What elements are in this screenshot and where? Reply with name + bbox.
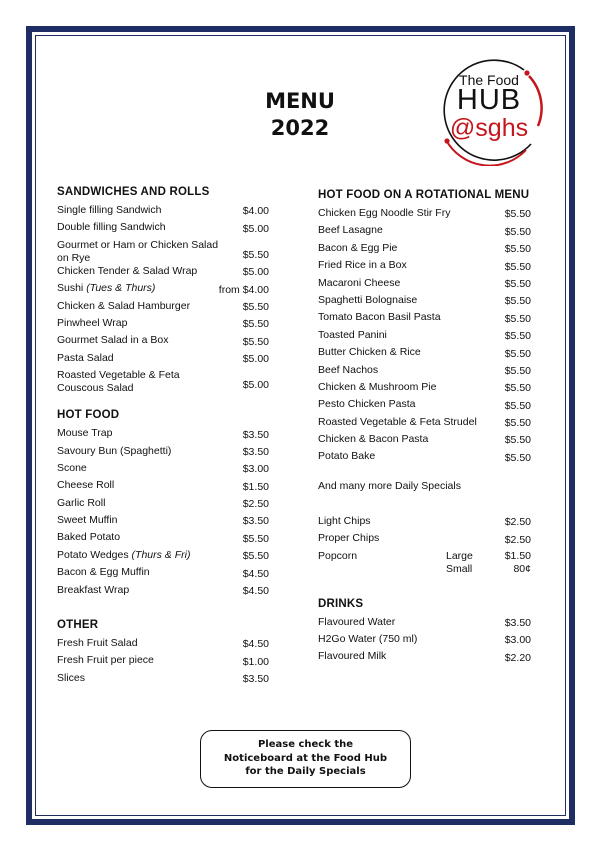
menu-item-name-text: Bacon & Egg Muffin <box>57 566 150 579</box>
menu-item-price: $2.50 <box>242 498 269 511</box>
menu-item <box>57 282 269 299</box>
menu-item-name <box>318 346 531 359</box>
menu-item-name-text: Light Chips <box>318 514 371 527</box>
menu-item <box>318 381 531 398</box>
menu-item-name <box>57 445 269 458</box>
menu-item-name-text: Sushi <box>57 282 84 295</box>
menu-item <box>318 346 531 363</box>
menu-item-note: (Tues & Thurs) <box>86 282 156 295</box>
menu-item-name-text: Toasted Panini <box>318 328 387 341</box>
menu-item-name <box>318 311 531 324</box>
notice-line-2: Noticeboard at the Food Hub <box>223 752 388 764</box>
menu-item-name <box>57 654 269 667</box>
popcorn-small-price: 80¢ <box>513 562 531 575</box>
menu-item <box>57 239 269 265</box>
menu-item-name <box>318 433 531 446</box>
menu-item-name <box>57 221 269 234</box>
menu-item <box>57 352 269 369</box>
popcorn-small-label: Small <box>446 562 473 575</box>
notice-line-3: for the Daily Specials <box>245 766 366 777</box>
menu-item-name <box>318 650 531 663</box>
menu-item <box>318 515 531 532</box>
menu-item-price: $3.00 <box>242 463 269 476</box>
menu-item-name-text: Cheese Roll <box>57 479 115 492</box>
section-heading-hot-food: HOT FOOD <box>57 409 120 422</box>
hot-food-list <box>57 427 269 601</box>
menu-item <box>318 433 531 450</box>
logo-line-3: @sghs <box>449 114 529 142</box>
menu-item-price: $5.50 <box>504 225 531 238</box>
menu-item-name-text: Fresh Fruit per piece <box>57 654 154 667</box>
menu-item-name-text: Fresh Fruit Salad <box>57 637 138 650</box>
menu-item-name-text: Flavoured Water <box>318 615 396 628</box>
menu-item-price: $2.20 <box>504 651 531 664</box>
menu-item-name-text: H2Go Water (750 ml) <box>318 633 418 646</box>
menu-item-price: $5.50 <box>242 532 269 545</box>
menu-item-name-text: Pesto Chicken Pasta <box>318 398 416 411</box>
menu-item-name-text: Macaroni Cheese <box>318 276 401 289</box>
menu-item-name <box>318 294 531 307</box>
section-heading-sandwiches: SANDWICHES AND ROLLS <box>57 186 210 198</box>
menu-item-price: $5.50 <box>504 312 531 325</box>
logo-line-1: The Food <box>459 72 519 88</box>
menu-item-name <box>318 277 531 290</box>
menu-item-name <box>318 364 531 377</box>
menu-item-name <box>318 398 531 411</box>
sandwiches-list <box>57 204 269 395</box>
menu-item <box>57 672 269 689</box>
menu-item-price: $5.50 <box>504 347 531 360</box>
menu-item-note: (Thurs & Fri) <box>131 548 191 561</box>
menu-item <box>318 259 531 276</box>
menu-item-name-text: Potato Bake <box>318 450 376 463</box>
popcorn-row <box>318 550 531 578</box>
menu-item-name <box>57 549 269 562</box>
menu-item-name-text: Slices <box>57 671 86 684</box>
menu-item-name-text: Scone <box>57 461 87 474</box>
menu-item-name-text: Single filling Sandwich <box>57 204 162 216</box>
menu-item-name-text: Beef Nachos <box>318 363 379 376</box>
menu-item-name-text: Pinwheel Wrap <box>57 316 128 329</box>
menu-item <box>318 224 531 241</box>
menu-item-price: $5.50 <box>504 295 531 308</box>
menu-item <box>318 633 531 650</box>
menu-item-price: $5.50 <box>504 399 531 412</box>
menu-item-name-text: Chicken & Mushroom Pie <box>318 380 437 393</box>
menu-item-name-text: Roasted Vegetable & Feta Couscous Salad <box>57 369 180 395</box>
section-heading-rotational: HOT FOOD ON A ROTATIONAL MENU <box>318 189 530 201</box>
menu-item-name-text: Breakfast Wrap <box>57 583 130 596</box>
menu-item <box>57 221 269 238</box>
menu-item-name <box>57 497 269 510</box>
menu-item-name-text: Roasted Vegetable & Feta Strudel <box>318 415 477 428</box>
menu-item-price: $5.50 <box>242 248 269 261</box>
rotational-list <box>318 207 531 468</box>
menu-item-name <box>57 204 269 217</box>
menu-item-name <box>318 616 531 629</box>
notice-line-1: Please check the <box>257 739 354 750</box>
menu-item-price: $4.50 <box>242 638 269 651</box>
menu-item-name-text: Fried Rice in a Box <box>318 259 407 272</box>
menu-item-price: $5.50 <box>242 335 269 348</box>
menu-item-name <box>57 637 269 650</box>
menu-item-name-text: Tomato Bacon Basil Pasta <box>318 311 441 324</box>
menu-item <box>318 329 531 346</box>
menu-item <box>318 416 531 433</box>
logo-line-2: HUB <box>456 84 522 116</box>
menu-item-price: $5.50 <box>242 550 269 563</box>
menu-item-price: $3.50 <box>242 673 269 686</box>
menu-item-name-text: Double filling Sandwich <box>57 221 166 234</box>
drinks-list <box>318 616 531 668</box>
menu-item <box>57 549 269 566</box>
menu-item-name <box>318 515 531 528</box>
menu-item-price: $5.50 <box>504 364 531 377</box>
menu-item-price: $2.50 <box>504 533 531 546</box>
menu-item <box>57 317 269 334</box>
menu-item-name <box>318 242 531 255</box>
menu-item <box>57 334 269 351</box>
menu-item-price: from $4.00 <box>218 283 269 296</box>
menu-item <box>57 497 269 514</box>
menu-item-name <box>57 514 269 527</box>
menu-item <box>57 584 269 601</box>
menu-item-price: $5.50 <box>504 208 531 221</box>
menu-item-price: $5.50 <box>504 330 531 343</box>
menu-item-price: $4.50 <box>242 567 269 580</box>
menu-item-price: $2.50 <box>504 516 531 529</box>
menu-item-name <box>57 566 269 579</box>
left-column <box>57 186 269 689</box>
popcorn-large-price: $1.50 <box>504 549 531 562</box>
menu-item-name <box>57 352 269 365</box>
menu-item-name-text: Potato Wedges <box>57 548 129 561</box>
menu-item-name-text: Proper Chips <box>318 532 380 545</box>
popcorn-large-label: Large <box>446 549 473 562</box>
menu-item-name <box>57 479 269 492</box>
menu-item-price: $5.50 <box>504 382 531 395</box>
menu-item <box>57 204 269 221</box>
menu-item-name <box>318 532 531 545</box>
menu-item <box>57 479 269 496</box>
menu-item-name-text: Chicken & Salad Hamburger <box>57 299 191 312</box>
menu-item-name-text: Gourmet Salad in a Box <box>57 334 169 347</box>
menu-item-name-text: Bacon & Egg Pie <box>318 241 398 254</box>
menu-item <box>318 650 531 667</box>
noticeboard-box <box>200 730 411 788</box>
menu-item <box>57 369 269 395</box>
menu-item <box>57 531 269 548</box>
menu-item-name <box>318 450 531 463</box>
menu-item-name <box>57 334 269 347</box>
menu-item-price: $5.50 <box>504 277 531 290</box>
food-hub-logo <box>428 56 550 166</box>
menu-item <box>318 450 531 467</box>
popcorn-label: Popcorn <box>318 549 358 562</box>
menu-item-price: $5.50 <box>504 434 531 447</box>
menu-item-name-text: Gourmet or Ham or Chicken Salad on Rye <box>57 238 219 264</box>
menu-item-name-text: Pasta Salad <box>57 351 114 364</box>
menu-item <box>57 637 269 654</box>
right-column <box>318 186 531 668</box>
menu-item-price: $5.50 <box>504 451 531 464</box>
menu-item <box>57 265 269 282</box>
menu-item-name <box>57 584 269 597</box>
menu-item <box>318 616 531 633</box>
menu-item-price: $3.50 <box>242 515 269 528</box>
menu-item-price: $5.50 <box>242 318 269 331</box>
menu-title <box>240 88 360 142</box>
menu-item <box>57 427 269 444</box>
menu-item-price: $3.50 <box>242 445 269 458</box>
menu-item-name-text: Chicken Egg Noodle Stir Fry <box>318 207 451 219</box>
menu-item-name <box>318 381 531 394</box>
menu-item-name-text: Savoury Bun (Spaghetti) <box>57 444 172 457</box>
menu-item-price: $4.50 <box>242 585 269 598</box>
daily-specials-note: And many more Daily Specials <box>318 479 461 492</box>
menu-item <box>318 294 531 311</box>
menu-item-name <box>57 672 269 685</box>
menu-item-price: $4.00 <box>242 205 269 218</box>
menu-item <box>57 514 269 531</box>
snacks-list <box>318 515 531 550</box>
menu-item-name <box>318 224 531 237</box>
menu-item <box>57 300 269 317</box>
menu-item-price: $1.50 <box>242 480 269 493</box>
menu-item-name <box>57 300 269 313</box>
menu-item-name <box>318 259 531 272</box>
menu-item-name-text: Baked Potato <box>57 531 121 544</box>
menu-item-name-text: Mouse Trap <box>57 427 113 440</box>
menu-title-line: MENU <box>265 89 335 113</box>
menu-item-price: $3.50 <box>504 617 531 630</box>
menu-item <box>57 462 269 479</box>
menu-item <box>318 207 531 224</box>
menu-item-price: $5.50 <box>242 300 269 313</box>
menu-item-price: $5.00 <box>242 222 269 235</box>
menu-item-price: $5.00 <box>242 266 269 279</box>
section-heading-drinks: DRINKS <box>318 597 364 610</box>
menu-item-price: $5.00 <box>242 379 269 392</box>
menu-item-price: $3.50 <box>242 428 269 441</box>
menu-item-name-text: Butter Chicken & Rice <box>318 346 421 359</box>
menu-item-price: $3.00 <box>504 634 531 647</box>
menu-item-price: $1.00 <box>242 655 269 668</box>
menu-item-name-text: Chicken Tender & Salad Wrap <box>57 264 198 277</box>
menu-item-name <box>57 369 269 395</box>
menu-item <box>57 654 269 671</box>
menu-item-name <box>57 462 269 475</box>
menu-item-price: $5.50 <box>504 417 531 430</box>
menu-item-name-text: Sweet Muffin <box>57 514 118 527</box>
menu-item-name <box>318 633 531 646</box>
menu-item-price: $5.00 <box>242 353 269 366</box>
menu-item <box>318 532 531 549</box>
menu-item <box>318 398 531 415</box>
other-list <box>57 637 269 689</box>
menu-item-name <box>318 329 531 342</box>
menu-item <box>318 311 531 328</box>
menu-item-price: $5.50 <box>504 243 531 256</box>
menu-item-name-text: Garlic Roll <box>57 496 106 509</box>
menu-item-name <box>318 207 531 220</box>
menu-item-name-text: Spaghetti Bolognaise <box>318 293 418 306</box>
menu-item-name <box>57 531 269 544</box>
menu-item <box>318 242 531 259</box>
menu-item-price: $5.50 <box>504 260 531 273</box>
menu-item-name-text: Flavoured Milk <box>318 650 387 663</box>
menu-year: 2022 <box>270 116 330 140</box>
menu-item-name-text: Beef Lasagne <box>318 224 383 237</box>
menu-item-name <box>318 416 531 429</box>
menu-item-name <box>57 265 269 278</box>
menu-item <box>57 566 269 583</box>
menu-item-name-text: Chicken & Bacon Pasta <box>318 433 429 446</box>
menu-item-name <box>57 317 269 330</box>
menu-item <box>57 445 269 462</box>
menu-item <box>318 277 531 294</box>
section-heading-other: OTHER <box>57 619 99 632</box>
menu-item-name <box>57 239 269 265</box>
menu-item-name <box>57 427 269 440</box>
menu-item <box>318 364 531 381</box>
